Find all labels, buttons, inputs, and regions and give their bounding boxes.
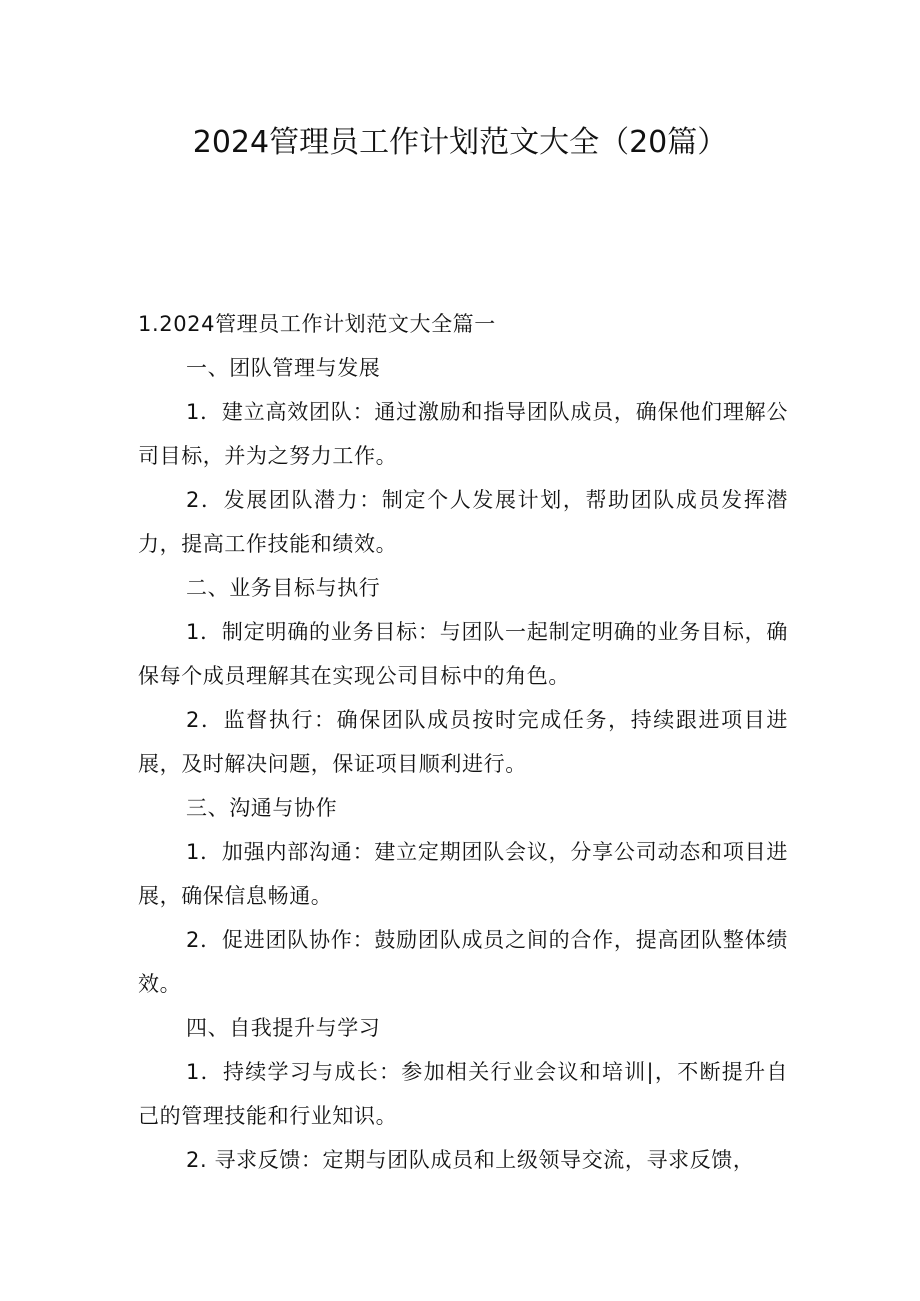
section-heading: 1.2024管理员工作计划范文大全篇一	[138, 312, 496, 336]
paragraph: 1．持续学习与成长：参加相关行业会议和培训|，不断提升自己的管理技能和行业知识。	[138, 1060, 788, 1128]
subsection-heading: 三、沟通与协作	[186, 796, 338, 820]
subsection-heading: 一、团队管理与发展	[186, 356, 381, 380]
document-title: 2024管理员工作计划范文大全（20篇）	[192, 125, 728, 160]
subsection-heading: 四、自我提升与学习	[186, 1016, 381, 1040]
paragraph: 2. 寻求反馈：定期与团队成员和上级领导交流，寻求反馈，	[186, 1148, 755, 1172]
subsection-heading: 二、业务目标与执行	[186, 576, 381, 600]
paragraph: 2．监督执行：确保团队成员按时完成任务，持续跟进项目进展，及时解决问题，保证项目顺利进行。	[138, 708, 788, 776]
document-body	[138, 302, 788, 1182]
paragraph: 1．建立高效团队：通过激励和指导团队成员，确保他们理解公司目标，并为之努力工作。	[138, 400, 788, 468]
paragraph: 1．制定明确的业务目标：与团队一起制定明确的业务目标，确保每个成员理解其在实现公司目标中的角色。	[138, 620, 788, 688]
paragraph: 2．促进团队协作：鼓励团队成员之间的合作，提高团队整体绩效。	[138, 928, 788, 996]
paragraph: 2．发展团队潜力：制定个人发展计划，帮助团队成员发挥潜力，提高工作技能和绩效。	[138, 488, 788, 556]
paragraph: 1．加强内部沟通：建立定期团队会议，分享公司动态和项目进展，确保信息畅通。	[138, 840, 788, 908]
